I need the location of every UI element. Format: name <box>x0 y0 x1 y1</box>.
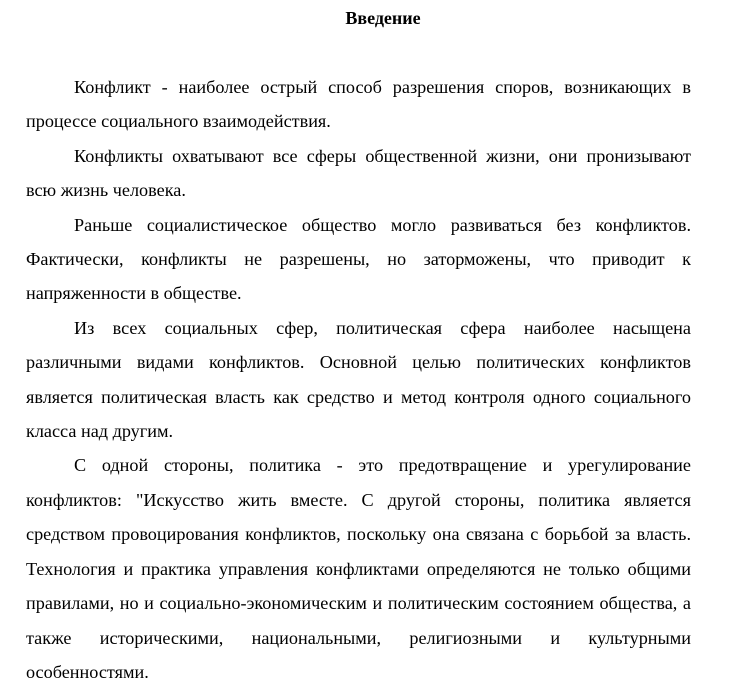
paragraph-2: Конфликты охватывают все сферы общественной жизни, они пронизывают всю жизнь человека. <box>26 145 691 201</box>
document-body <box>26 70 691 689</box>
paragraph-1: Конфликт - наиболее острый способ разрешения споров, возникающих в процессе социального взаимодействия. <box>26 77 691 132</box>
paragraph-5: С одной стороны, политика - это предотвращение и урегулирование конфликтов: "Искусство жить вместе. С другой стороны, политика является средством провоцирования конфликтов, поскольку она связана с борьбой за власть. Технология и практика управления конфликтами определяются не только общими правилами, но и социально-экономическим и политическим состоянием общества, а также историческими, национальными, религиозными и культурными особенностями. <box>26 455 691 682</box>
paragraph-4: Из всех социальных сфер, политическая сфера наиболее насыщена различными видами конфликтов. Основной целью политических конфликтов является политическая власть как средство и метод контроля одного социального класса над другим. <box>26 317 691 442</box>
paragraph-3: Раньше социалистическое общество могло развиваться без конфликтов. Фактически, конфликты не разрешены, но заторможены, что приводит к напряженности в обществе. <box>26 214 691 304</box>
page-title: Введение <box>345 8 421 28</box>
